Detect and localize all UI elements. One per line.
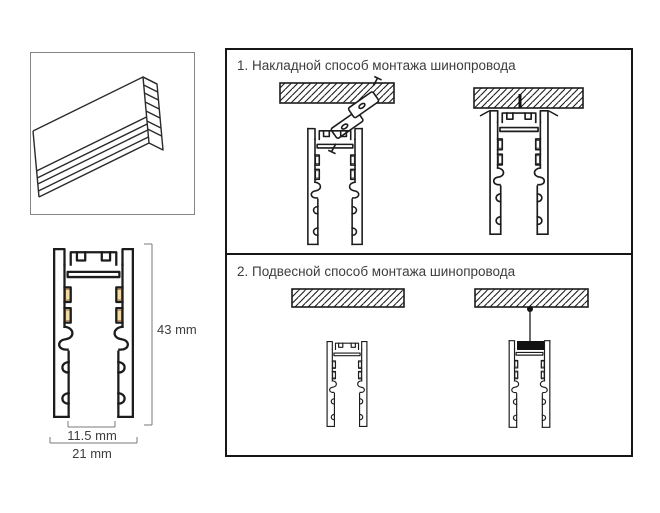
section-2-title: 2. Подвесной способ монтажа шинопровода bbox=[237, 264, 516, 279]
dim-height-label: 43 mm bbox=[157, 322, 197, 337]
iso-groove-lines bbox=[37, 117, 149, 191]
track-cross-section-2-right bbox=[509, 341, 550, 428]
dim-outer-width-label: 21 mm bbox=[72, 446, 112, 461]
section-divider bbox=[227, 253, 631, 255]
track-3d-drawing bbox=[31, 53, 194, 214]
suspension-block bbox=[517, 341, 544, 350]
iso-left-edge bbox=[33, 131, 39, 197]
dim-height-bracket bbox=[144, 244, 152, 425]
section-1-title: 1. Накладной способ монтажа шинопровода bbox=[237, 58, 516, 73]
track-cross-section-1-right bbox=[490, 111, 548, 234]
ceiling-hatch-2-right bbox=[475, 289, 588, 307]
dim-inner-width-bracket bbox=[68, 421, 115, 427]
dim-inner-width-label: 11.5 mm bbox=[67, 428, 117, 443]
ceiling-hatch-2-left bbox=[292, 289, 404, 307]
iso-end-cap bbox=[143, 77, 163, 150]
iso-bottom-edge bbox=[39, 143, 149, 197]
ceiling-hatch-1-right bbox=[474, 88, 583, 108]
track-cross-section-2-left bbox=[327, 342, 367, 427]
mounting-methods-panel bbox=[225, 48, 633, 457]
iso-top-edge bbox=[33, 77, 157, 131]
track-cross-section-large bbox=[54, 249, 133, 417]
iso-view-panel bbox=[30, 52, 195, 215]
